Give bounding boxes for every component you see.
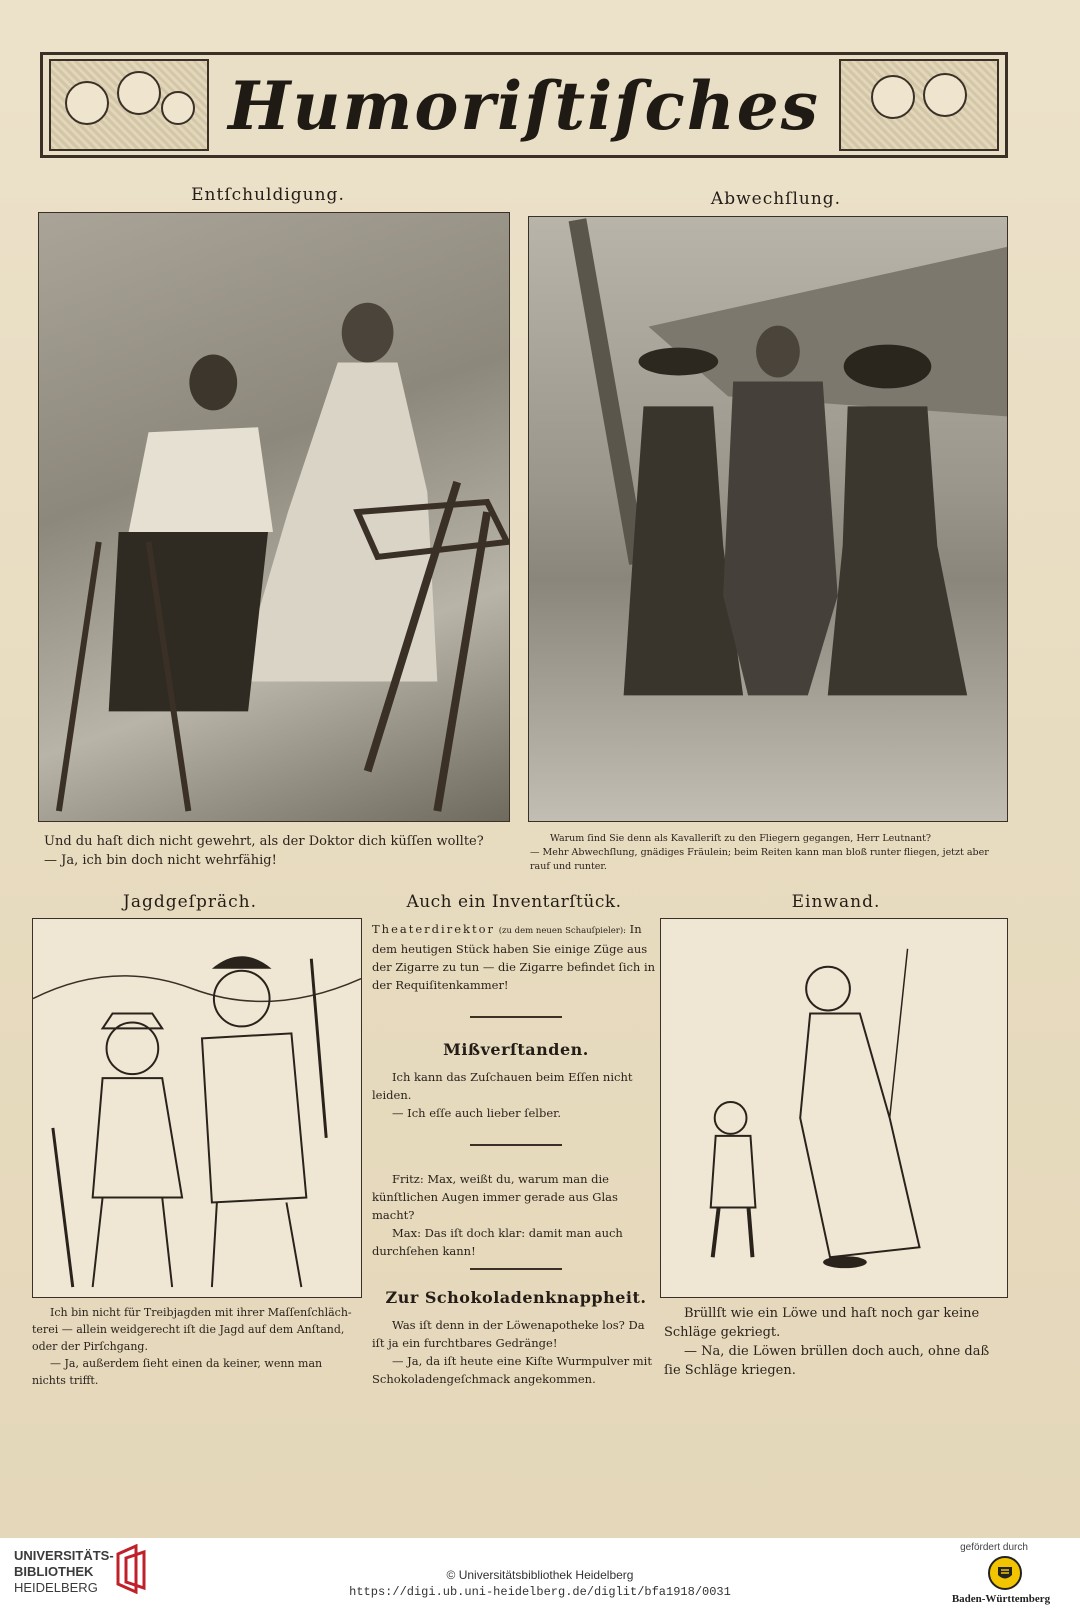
joke-line: Was iſt denn in der Löwenapotheke los? Da iſt ja ein furchtbares Gedränge! xyxy=(372,1318,645,1350)
cherub-figure xyxy=(65,81,109,125)
caption-abwechslung xyxy=(530,832,1006,874)
caption-jagdgespraech xyxy=(32,1304,354,1389)
cherub-figure xyxy=(161,91,195,125)
joke-line: Ich kann das Zuſchauen beim Eſſen nicht leiden. xyxy=(372,1070,633,1102)
cherub-figure xyxy=(117,71,161,115)
caption-line: — Na, die Löwen brüllen doch auch, ohne daß ſie Schläge kriegen. xyxy=(664,1344,990,1378)
caption-line: Ich bin nicht für Treibjagden mit ihrer Maſſenſchläch- terei — allein weidgerecht iſt die Jagd auf dem Anſtand, oder der Pirſchgang. xyxy=(32,1306,352,1353)
heading-schokolade: Zur Schokoladenknappheit. xyxy=(385,1288,647,1307)
copyright-text: © Universitätsbibliothek Heidelberg xyxy=(446,1568,634,1582)
header-banner xyxy=(40,52,1008,158)
illustration-officer-and-ladies xyxy=(528,216,1008,822)
divider xyxy=(470,1268,562,1270)
joke-text xyxy=(372,920,660,994)
caption-einwand xyxy=(664,1304,1008,1380)
illustration-hunters xyxy=(32,918,362,1298)
library-name-line: UNIVERSITÄTS- xyxy=(14,1548,114,1563)
joke-fritz xyxy=(372,1170,660,1260)
page-title: Humoriſtiſches xyxy=(228,67,820,145)
cherub-ornament-left xyxy=(49,59,209,151)
permalink-url[interactable]: https://digi.ub.uni-heidelberg.de/diglit/bfa1918/0031 xyxy=(349,1585,731,1599)
caption-line: Und du haſt dich nicht gewehrt, als der Doktor dich küſſen wollte? xyxy=(44,834,484,849)
state-seal-icon xyxy=(988,1556,1022,1590)
footer-bar xyxy=(0,1538,1080,1616)
sponsor-name[interactable]: Baden-Württemberg xyxy=(951,1593,1051,1605)
caption-line: Brüllſt wie ein Löwe und haſt noch gar keine Schläge gekriegt. xyxy=(664,1306,980,1340)
heading-entschuldigung: Entſchuldigung. xyxy=(191,185,345,205)
caption-line: — Ja, ich bin doch nicht wehrfähig! xyxy=(44,853,277,868)
illustration-boy-and-teacher xyxy=(660,918,1008,1298)
heading-jagdgespraech: Jagdgeſpräch. xyxy=(123,892,257,912)
heading-abwechslung: Abwechſlung. xyxy=(710,189,842,209)
joke-line: — Ja, da iſt heute eine Kiſte Wurmpulver mit Schokoladengeſchmack angekommen. xyxy=(372,1354,652,1386)
joke-inventar xyxy=(372,920,660,994)
joke-line: Max: Das iſt doch klar: damit man auch durchſehen kann! xyxy=(372,1226,623,1258)
joke-schokolade xyxy=(372,1316,660,1388)
sponsor-label: gefördert durch xyxy=(960,1542,1028,1553)
divider xyxy=(470,1144,562,1146)
joke-line: — Ich eſſe auch lieber ſelber. xyxy=(392,1106,562,1120)
caption-line: — Mehr Abwechſlung, gnädiges Fräulein; beim Reiten kann man bloß runter fliegen, jetzt aber rauf und runter. xyxy=(530,847,989,872)
aside: (zu dem neuen Schauſpieler): xyxy=(498,926,627,936)
illustration-women-at-table xyxy=(38,212,510,822)
heading-missverstanden: Mißverſtanden. xyxy=(443,1040,589,1059)
divider xyxy=(470,1016,562,1018)
heading-inventar: Auch ein Inventarſtück. xyxy=(406,892,622,912)
caption-line: Warum ſind Sie denn als Kavalleriſt zu den Fliegern gegangen, Herr Leutnant? xyxy=(550,833,932,844)
joke-line: Fritz: Max, weißt du, warum man die künſtlichen Augen immer gerade aus Glas macht? xyxy=(372,1172,618,1222)
caption-entschuldigung xyxy=(44,832,510,870)
caption-line: — Ja, außerdem ſieht einen da keiner, wenn man nichts trifft. xyxy=(32,1357,323,1387)
heading-einwand: Einwand. xyxy=(791,892,881,912)
library-name-line: BIBLIOTHEK xyxy=(14,1564,94,1579)
cherub-figure xyxy=(871,75,915,119)
speaker: Theaterdirektor xyxy=(372,922,496,936)
library-name-line: HEIDELBERG xyxy=(14,1580,98,1595)
dialogue: In dem heutigen Stück haben Sie einige Züge aus der Zigarre zu tun — die Zigarre befindet ſich in der Requiſitenkammer! xyxy=(372,922,656,992)
cherub-figure xyxy=(923,73,967,117)
joke-missverstanden xyxy=(372,1068,660,1122)
cherub-ornament-right xyxy=(839,59,999,151)
